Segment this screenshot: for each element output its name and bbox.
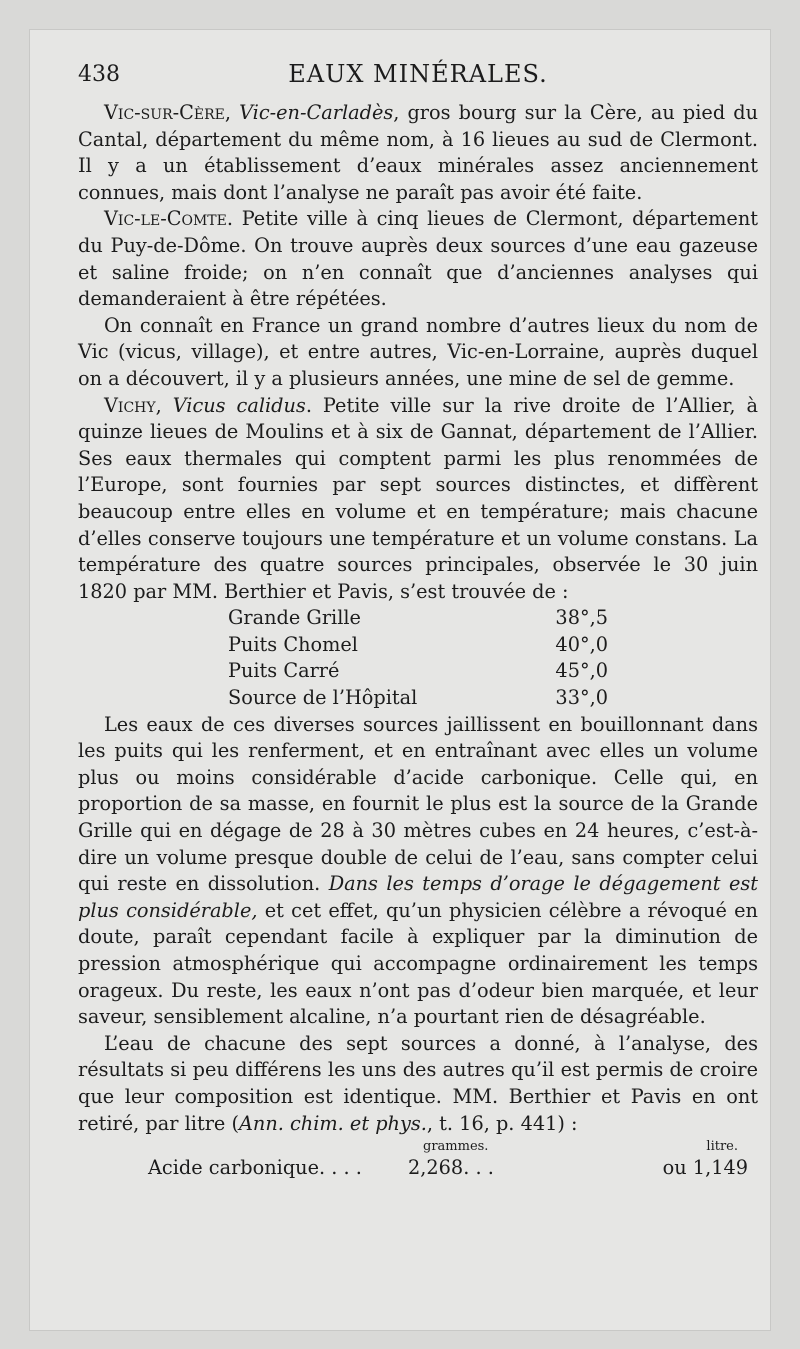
- entry-head: Vic-sur-Cère: [104, 101, 225, 124]
- entry-vic-sur-cere: Vic-sur-Cère, Vic-en-Carladès, gros bourg sur la Cère, au pied du Cantal, département du même nom, à 16 lieues au sud de Clermont. Il y a un établissement d’eaux minérales assez anciennement connues, mais dont l’analyse ne paraît pas avoir été faite.: [78, 101, 758, 204]
- paragraph-text: , t. 16, p. 441) :: [426, 1111, 578, 1135]
- paragraph-text: Les eaux de ces diverses sources jaillissent en bouillonnant dans les puits qui les renferment, et en entraînant avec elles un volume plus ou moins considérable d’acide carbonique. Celle qui, en proportion de sa masse, en fournit le plus est la source de la Grande Grille qui en dégage de 28 à 30 mètres cubes en 24 heures, c’est-à-dire un volume presque double de celui de l’eau, sans compter celui qui reste en dissolution.: [78, 712, 758, 896]
- entry-text: Petite ville à cinq lieues de Clermont, département du Puy-de-Dôme. On trouve auprès deux sources d’une eau gazeuse et saline froide; on n’en connaît que d’anciennes analyses qui demanderaient à être répétées.: [78, 207, 758, 311]
- citation: Ann. chim. et phys.: [238, 1111, 427, 1135]
- substance-grams: 2,268. . .: [408, 1156, 494, 1180]
- entry-vichy: Vichy, Vicus calidus. Petite ville sur la rive droite de l’Allier, à quinze lieues de Moulins et à six de Gannat, département de l’Allier. Ses eaux thermales qui comptent parmi les plus renommées de l’Europe, sont fournies par sept sources distinctes, et diffèrent beaucoup entre elles en volume et en température; mais chacune d’elles conserve toujours une température et un volume constans. La température des quatre sources principales, observée le 30 juin 1820 par MM. Berthier et Pavis, s’est trouvée de :: [78, 393, 758, 603]
- composition-column-headers: [78, 1139, 758, 1155]
- entry-vic-note: [78, 313, 758, 393]
- spring-name: Puits Chomel: [228, 632, 358, 656]
- page-number: 438: [78, 62, 120, 87]
- spring-temperature-table: [78, 605, 758, 711]
- spring-temperature: 38°,5: [555, 606, 608, 630]
- spring-name: Source de l’Hôpital: [228, 686, 418, 710]
- entry-alt-name: Vic-en-Carladès: [239, 101, 394, 124]
- substance-name: Acide carbonique. . . .: [148, 1156, 362, 1180]
- spring-temperature: 33°,0: [555, 686, 608, 710]
- table-row: [78, 605, 758, 632]
- paragraph-text: L’eau de chacune des sept sources a donné, à l’analyse, des résultats si peu différens les uns des autres qu’il est permis de croire que leur composition est identique. MM. Berthier et Pavis en ont retiré, par litre (: [78, 1031, 758, 1135]
- entry-text: On connaît en France un grand nombre d’autres lieux du nom de Vic (vicus, village), et entre autres, Vic-en-Lorraine, auprès duquel on a découvert, il y a plusieurs années, une mine de sel de gemme.: [78, 313, 758, 390]
- column-header-grams: grammes.: [423, 1139, 489, 1155]
- table-row: [78, 632, 758, 659]
- paragraph-analysis: [78, 1031, 758, 1137]
- paragraph-italic: Dans les temps d’orage le dégagement est plus considérable,: [78, 872, 758, 922]
- substance-litre: ou 1,149: [662, 1156, 748, 1180]
- spring-name: Puits Carré: [228, 659, 340, 683]
- table-row: [78, 685, 758, 712]
- entry-vic-le-comte: Vic-le-Comte. Petite ville à cinq lieues de Clermont, département du Puy-de-Dôme. On trouve auprès deux sources d’une eau gazeuse et saline froide; on n’en connaît que d’anciennes analyses qui demanderaient à être répétées.: [78, 207, 758, 311]
- table-row: [78, 658, 758, 685]
- entry-head: Vic-le-Comte: [104, 207, 227, 231]
- book-page: [30, 30, 770, 1330]
- composition-row: [78, 1155, 758, 1182]
- entry-text: gros bourg sur la Cère, au pied du Cantal, département du même nom, à 16 lieues au sud de Clermont. Il y a un établissement d’eaux minérales assez anciennement connues, mais dont l’analyse ne paraît pas avoir été faite.: [78, 101, 758, 204]
- spring-temperature: 40°,0: [555, 632, 608, 656]
- paragraph-gas: [78, 712, 758, 1031]
- paragraph-text: et cet effet, qu’un physicien célèbre a révoqué en doute, paraît cependant facile à expliquer par la diminution de pression atmosphérique qui accompagne ordinairement les temps orageux. Du reste, les eaux n’ont pas d’odeur bien marquée, et leur saveur, sensiblement alcaline, n’a pourtant rien de désagréable.: [78, 898, 758, 1029]
- entry-alt-name: Vicus calidus: [172, 393, 306, 417]
- entry-text: Petite ville sur la rive droite de l’Allier, à quinze lieues de Moulins et à six de Gannat, département de l’Allier. Ses eaux thermales qui comptent parmi les plus renommées de l’Europe, sont fournies par sept sources distinctes, et diffèrent beaucoup entre elles en volume et en température; mais chacune d’elles conserve toujours une température et un volume constans. La température des quatre sources principales, observée le 30 juin 1820 par MM. Berthier et Pavis, s’est trouvée de :: [78, 393, 758, 603]
- page-content: [78, 60, 758, 1182]
- running-title: EAUX MINÉRALES.: [288, 60, 548, 88]
- entry-head: Vichy: [104, 393, 156, 417]
- column-header-litre: litre.: [706, 1139, 738, 1155]
- spring-temperature: 45°,0: [555, 659, 608, 683]
- spring-name: Grande Grille: [228, 606, 361, 630]
- page-header: [78, 60, 758, 100]
